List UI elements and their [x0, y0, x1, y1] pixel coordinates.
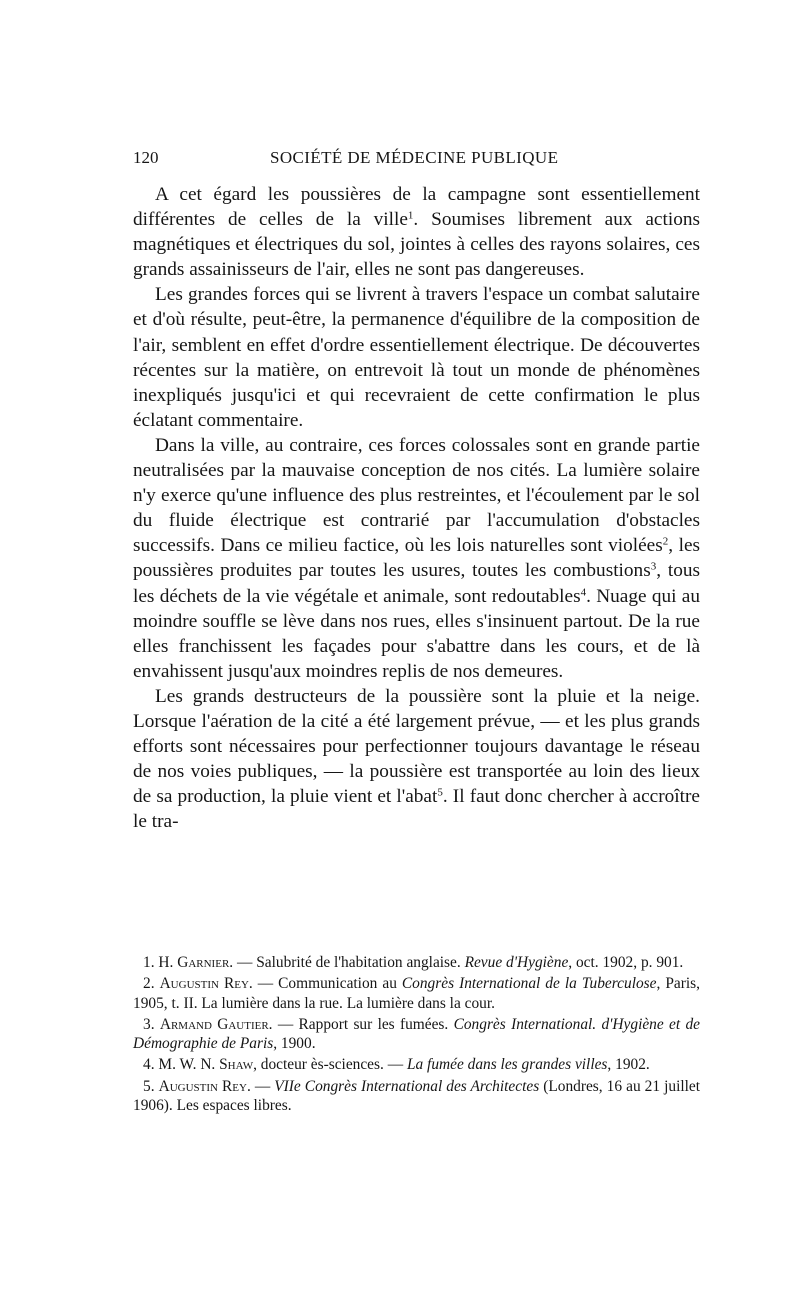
- footnote-ref: 4: [580, 585, 587, 598]
- footnote-author: Augustin Rey.: [158, 1077, 251, 1095]
- footnote-author: H. Garnier.: [158, 954, 234, 971]
- footnote-3: 3. Armand Gautier. — Rapport sur les fumées. Congrès International. d'Hygiène et de Démographie de Paris, 1900.: [133, 1015, 700, 1053]
- page-header: [133, 148, 699, 174]
- footnote-author: Armand Gautier.: [159, 1015, 273, 1033]
- footnote-ref: 5: [437, 786, 443, 799]
- footnote-1: 1. H. Garnier. — Salubrité de l'habitation anglaise. Revue d'Hygiène, oct. 1902, p. 901.: [143, 954, 684, 971]
- footnote-2: 2. Augustin Rey. — Communication au Congrès International de la Tuberculose, Paris, 1905, t. II. La lumière dans la rue. La lumière dans la cour.: [133, 975, 700, 1012]
- footnote-author: M. W. N. Shaw: [158, 1056, 254, 1074]
- running-head: SOCIÉTÉ DE MÉDECINE PUBLIQUE: [270, 148, 559, 167]
- footnote-ref: 1: [407, 209, 414, 222]
- footnote-title: Revue d'Hygiène: [464, 954, 569, 971]
- footnote-ref: 2: [662, 535, 669, 548]
- paragraph-3: Dans la ville, au contraire, ces forces colossales sont en grande partie neutralisées par la mauvaise conception de nos cités. La lumière solaire n'y exerce qu'une influence des plus restreintes, et l'écoulement par le sol du fluide électrique est contrarié par l'accumulation d'obstacles successifs. Dans ce milieu factice, où les lois naturelles sont violées$^2$, les poussières produites par toutes les usures, toutes les combustions$^3$, tous les déchets de la vie végétale et animale, sont redoutables$^4$. Nuage qui au moindre souffle se lève dans nos rues, elles s'insinuent partout. De la rue elles franchissent les façades pour s'abattre dans les cours, et de là envahissent jusqu'aux moindres replis de nos demeures.: [133, 434, 701, 682]
- footnote-title: Congrès International de la Tuberculose: [401, 975, 657, 993]
- footnote-ref: 3: [650, 560, 657, 573]
- footnote-title: VIIe Congrès International des Architectes: [274, 1077, 540, 1095]
- footnote-title: Congrès International. d'Hygiène et de Démographie de Paris: [133, 1015, 700, 1053]
- paragraph-4: Les grands destructeurs de la poussière sont la pluie et la neige. Lorsque l'aération de la cité a été largement prévue, — et les plus grands efforts sont nécessaires pour perfectionner toujours davantage le réseau de nos voies publiques, — la poussière est transportée au loin des lieux de sa production, la pluie vient et l'abat$^5$. Il faut donc chercher à accroître le tra-: [133, 685, 700, 833]
- footnote-4: 4. M. W. N. Shaw, docteur ès-sciences. — La fumée dans les grandes villes, 1902.: [143, 1056, 650, 1074]
- body-text: [133, 182, 700, 834]
- paragraph-2: Les grandes forces qui se livrent à travers l'espace un combat salutaire et d'où résulte, peut-être, la permanence d'équilibre de la composition de l'air, semblent en effet d'ordre essentiellement électrique. De découvertes récentes sur la matière, on entrevoit là tout un monde de phénomènes inexpliqués jusqu'ici et qui recevraient de cette confirmation le plus éclatant commentaire.: [133, 284, 700, 431]
- paragraph-1: A cet égard les poussières de la campagne sont essentiellement différentes de celles de la ville$^1$. Soumises librement aux actions magnétiques et électriques du sol, jointes à celles des rayons solaires, ces grands assainisseurs de l'air, elles ne sont pas dangereuses.: [133, 184, 700, 281]
- page-number: 120: [133, 148, 159, 167]
- footnote-author: Augustin Rey.: [159, 975, 253, 993]
- footnote-5: 5. Augustin Rey. — VIIe Congrès International des Architectes (Londres, 16 au 21 juillet 1906). Les espaces libres.: [133, 1077, 701, 1115]
- footnotes: [133, 953, 700, 1117]
- footnote-title: La fumée dans les grandes villes: [406, 1056, 608, 1074]
